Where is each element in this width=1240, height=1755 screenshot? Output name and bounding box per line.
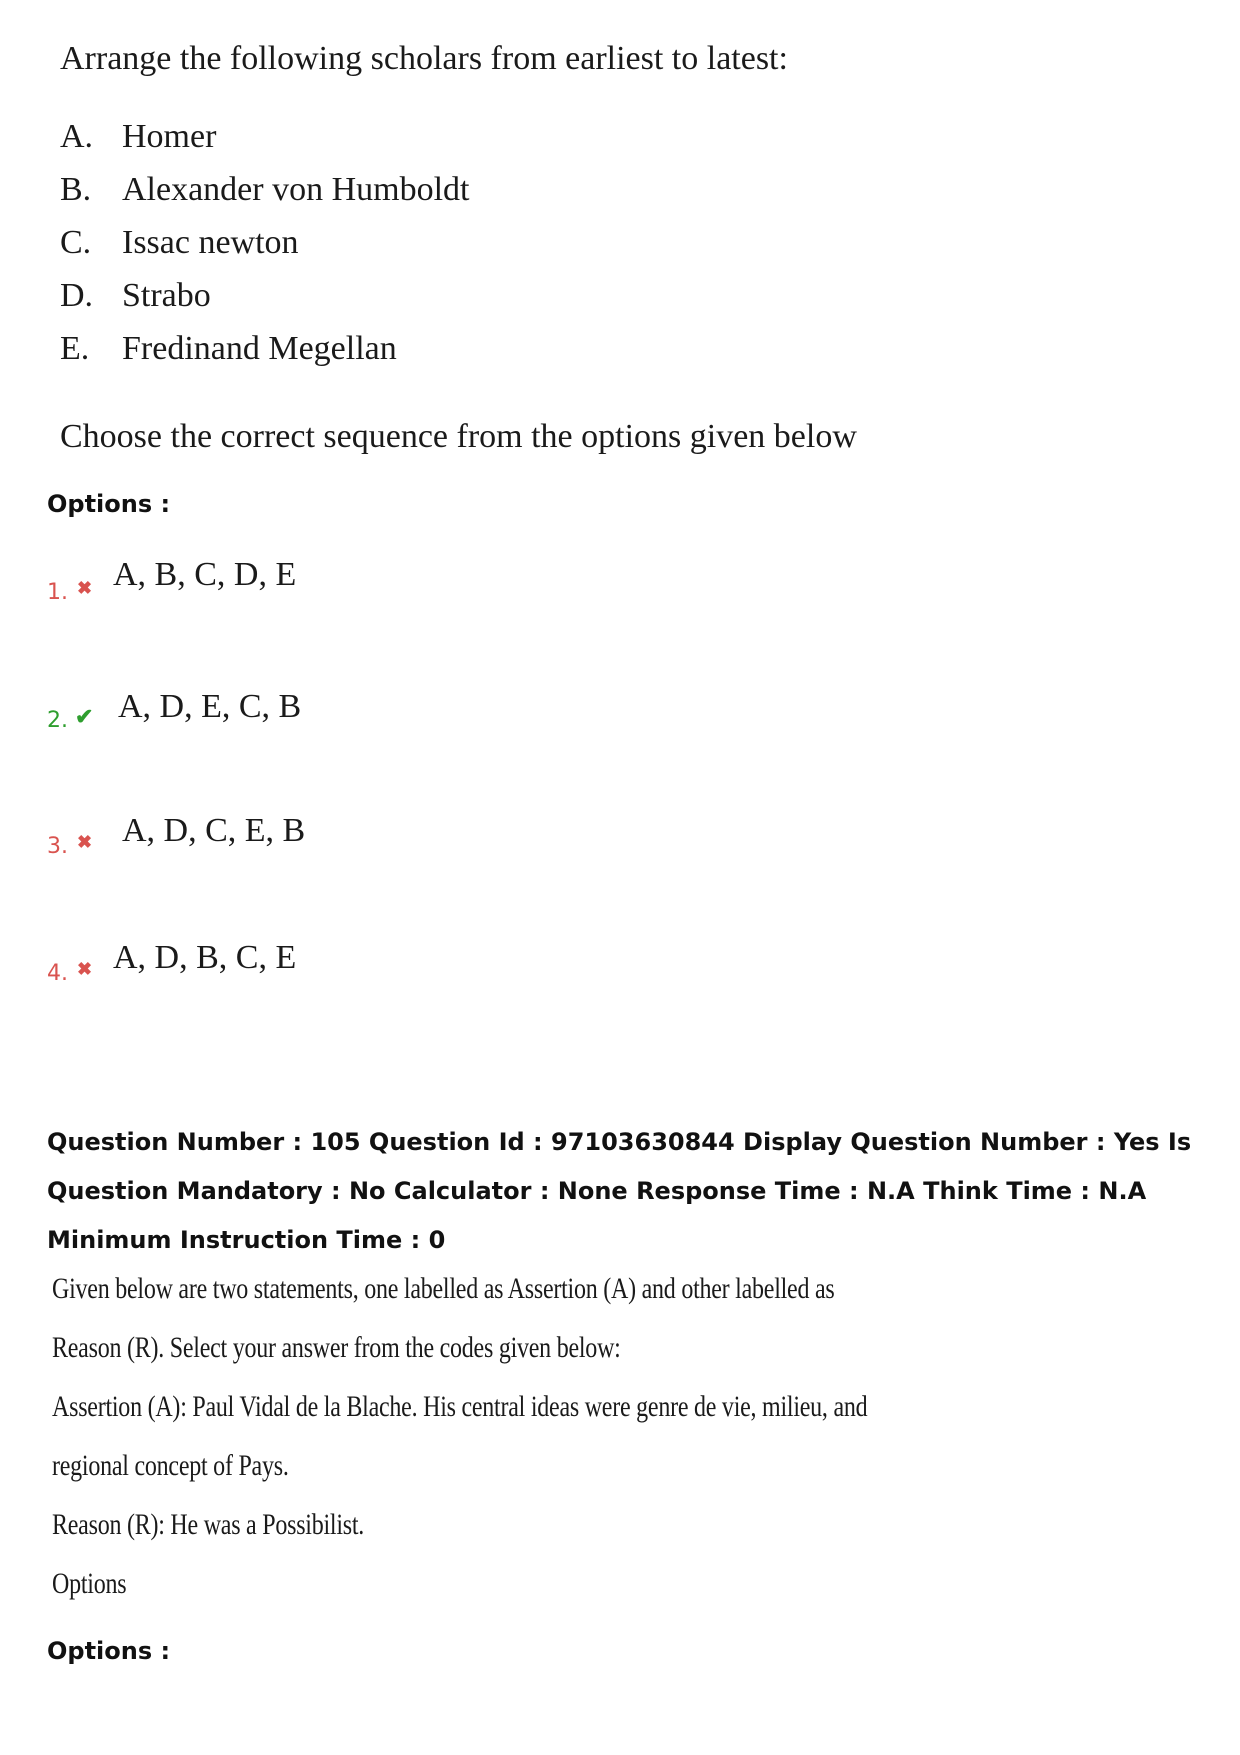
- list-item: [60, 171, 470, 209]
- option-number: 1.: [47, 580, 68, 605]
- question-1-prompt: Choose the correct sequence from the options given below: [60, 418, 857, 455]
- item-letter: C.: [60, 224, 92, 261]
- item-text: Strabo: [122, 277, 211, 314]
- item-text: Issac newton: [122, 224, 299, 261]
- list-item: [60, 224, 299, 262]
- option-text: A, D, B, C, E: [113, 939, 297, 976]
- question-1-title: Arrange the following scholars from earliest to latest:: [60, 40, 788, 77]
- option-text: A, D, E, C, B: [118, 688, 302, 725]
- cross-icon: ✖: [77, 578, 93, 598]
- question-2-line: Options: [52, 1567, 127, 1600]
- item-text: Alexander von Humboldt: [122, 171, 470, 208]
- question-2-meta: Question Number : 105 Question Id : 97103630844 Display Question Number : Yes Is Question Mandatory : No Calculator : None Response Time : N.A Think Time : N.A Minimum Instruction Time : 0: [47, 1128, 1192, 1254]
- question-2-line: Assertion (A): Paul Vidal de la Blache. His central ideas were genre de vie, milieu, and: [52, 1390, 868, 1423]
- question-2-line: Reason (R). Select your answer from the codes given below:: [52, 1331, 621, 1364]
- option-number: 4.: [47, 961, 68, 986]
- item-letter: B.: [60, 171, 92, 208]
- cross-icon: ✖: [77, 959, 93, 979]
- item-letter: A.: [60, 118, 94, 155]
- item-text: Homer: [122, 118, 217, 155]
- list-item: [60, 330, 397, 368]
- list-item: [60, 118, 216, 156]
- option-text: A, B, C, D, E: [113, 556, 297, 593]
- question-2-line: regional concept of Pays.: [52, 1449, 289, 1482]
- options-label: Options :: [47, 1637, 171, 1665]
- item-text: Fredinand Megellan: [122, 330, 397, 367]
- cross-icon: ✖: [77, 832, 93, 852]
- options-label: Options :: [47, 490, 171, 518]
- option-text: A, D, C, E, B: [122, 812, 306, 849]
- question-2-line: Reason (R): He was a Possibilist.: [52, 1508, 365, 1541]
- item-letter: D.: [60, 277, 94, 314]
- item-letter: E.: [60, 330, 90, 367]
- option-number: 3.: [47, 834, 68, 859]
- check-icon: ✔: [75, 704, 94, 729]
- question-2-line: Given below are two statements, one labelled as Assertion (A) and other labelled as: [52, 1272, 835, 1305]
- option-number: 2.: [47, 708, 68, 733]
- list-item: [60, 277, 211, 315]
